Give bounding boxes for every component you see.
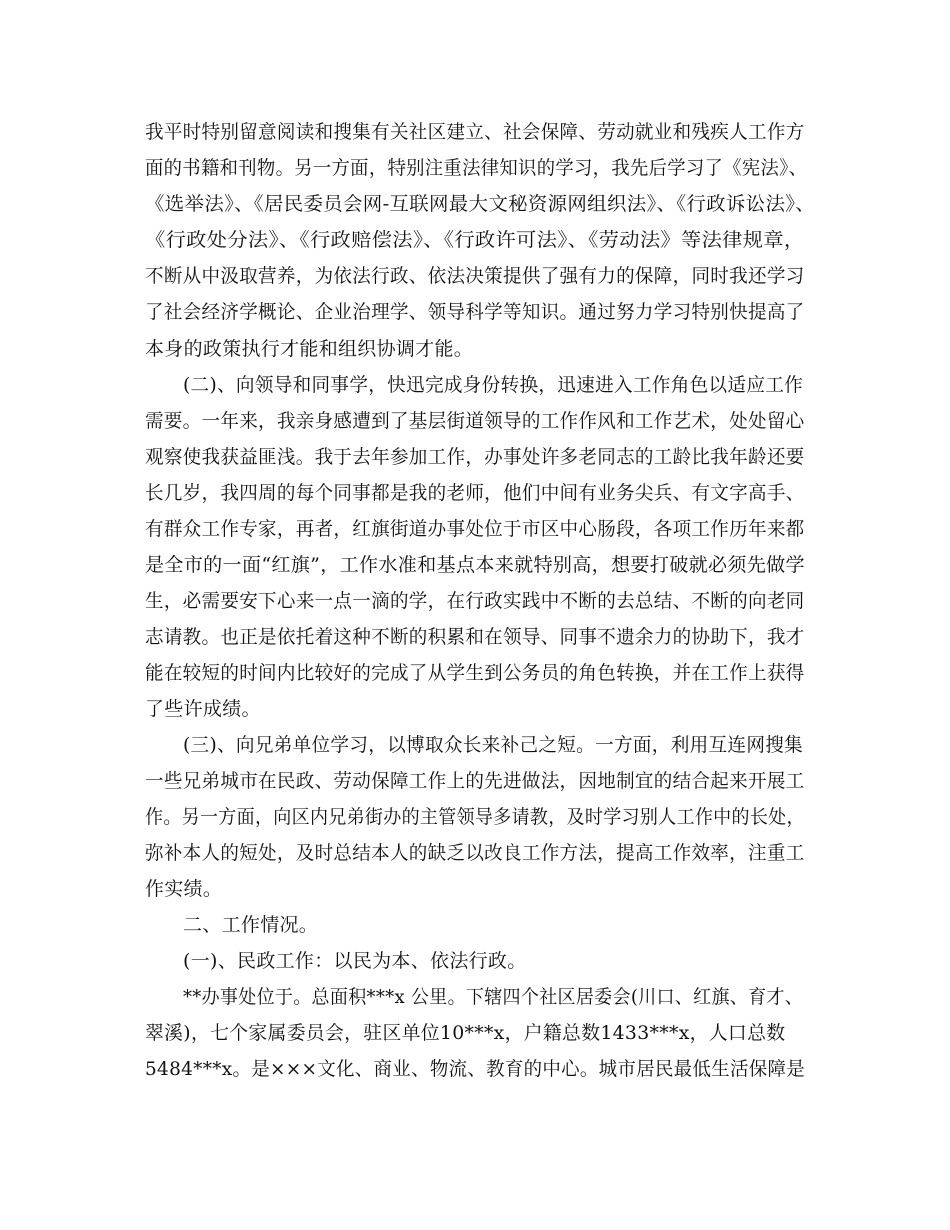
- text-line: 长几岁，我四周的每个同事都是我的老师，他们中间有业务尖兵、有文字高手、: [145, 482, 805, 504]
- text-line: 面的书籍和刊物。另一方面，特别注重法律知识的学习，我先后学习了《宪法》、: [145, 157, 808, 179]
- text-line: 作实绩。: [145, 878, 223, 900]
- text-line: 有群众工作专家，再者，红旗街道办事处位于市区中心肠段，各项工作历年来都: [145, 518, 805, 540]
- text-line: 一些兄弟城市在民政、劳动保障工作上的先进做法，因地制宜的结合起来开展工: [145, 770, 805, 792]
- text-line: 志请教。也正是依托着这种不断的积累和在领导、同事不遗余力的协助下，我才: [145, 626, 805, 648]
- text-line: 弥补本人的短处，及时总结本人的缺乏以改良工作方法，提高工作效率，注重工: [145, 842, 805, 864]
- text-line: 《行政处分法》、《行政赔偿法》、《行政许可法》、《劳动法》等法律规章，: [145, 229, 805, 251]
- text-line: 5484***x。是×××文化、商业、物流、教育的中心。城市居民最低生活保障是: [145, 1058, 806, 1080]
- text-line: 翠溪)，七个家属委员会，驻区单位10***x，户籍总数1433***x，人口总数: [145, 1022, 786, 1044]
- text-line: (三)、向兄弟单位学习，以博取众长来补己之短。一方面，利用互连网搜集: [183, 734, 804, 756]
- text-line: 生，必需要安下心来一点一滴的学，在行政实践中不断的去总结、不断的向老同: [145, 590, 805, 612]
- text-line: **办事处位于。总面积***x 公里。下辖四个社区居委会(川口、红旗、育才、: [183, 986, 804, 1008]
- text-line: 本身的政策执行才能和组织协调才能。: [145, 338, 474, 360]
- text-line: 是全市的一面“红旗”，工作水准和基点本来就特别高，想要打破就必须先做学: [145, 554, 805, 576]
- subsection-heading: (一)、民政工作：以民为本、依法行政。: [183, 950, 527, 972]
- text-line: 了些许成绩。: [145, 698, 261, 720]
- text-line: 了社会经济学概论、企业治理学、领导科学等知识。通过努力学习特别快提高了: [145, 301, 805, 323]
- text-line: (二)、向领导和同事学，快迅完成身份转换，迅速进入工作角色以适应工作: [183, 374, 804, 396]
- text-line: 能在较短的时间内比较好的完成了从学生到公务员的角色转换，并在工作上获得: [145, 662, 805, 684]
- text-line: 《选举法》、《居民委员会网-互联网最大文秘资源网组织法》、《行政诉讼法》、: [145, 193, 816, 215]
- text-line: 不断从中汲取营养，为依法行政、依法决策提供了强有力的保障，同时我还学习: [145, 265, 805, 287]
- text-line: 作。另一方面，向区内兄弟街办的主管领导多请教，及时学习别人工作中的长处，: [145, 806, 805, 828]
- section-heading: 二、工作情况。: [183, 914, 319, 936]
- text-line: 我平时特别留意阅读和搜集有关社区建立、社会保障、劳动就业和残疾人工作方: [145, 121, 805, 143]
- text-line: 观察使我获益匪浅。我于去年参加工作，办事处许多老同志的工龄比我年龄还要: [145, 446, 805, 468]
- text-line: 需要。一年来，我亲身感遭到了基层街道领导的工作作风和工作艺术，处处留心: [145, 410, 805, 432]
